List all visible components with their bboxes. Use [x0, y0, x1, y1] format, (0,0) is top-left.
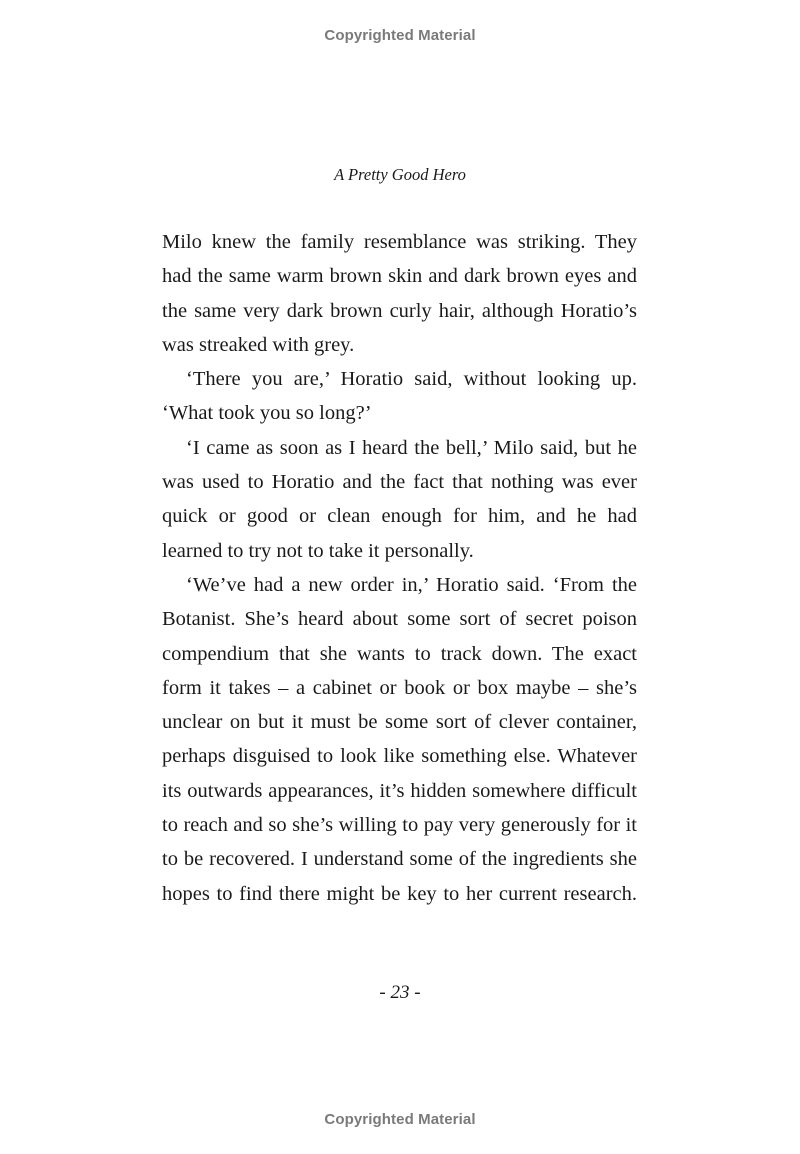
copyright-watermark-top: Copyrighted Material: [324, 27, 476, 44]
paragraph-4: ‘We’ve had a new order in,’ Horatio said. ‘From the Botanist. She’s heard about some sort of secret poison compendium that she wants to track down. The exact form it takes – a cabinet or book or box maybe – she’s unclear on but it must be some sort of clever container, perhaps disguised to look like something else. Whatever its outwards appearances, it’s hidden somewhere difficult to reach and so she’s willing to pay very generously for it to be recovered. I understand some of the ingredients she hopes to find there might be key to her current research.: [162, 573, 637, 905]
body-text: [162, 225, 637, 911]
paragraph-3: ‘I came as soon as I heard the bell,’ Milo said, but he was used to Horatio and the fact that nothing was ever quick or good or clean enough for him, and he had learned to try not to take it personally.: [162, 436, 637, 562]
running-head: A Pretty Good Hero: [334, 165, 466, 184]
paragraph-2: ‘There you are,’ Horatio said, without looking up. ‘What took you so long?’: [162, 368, 637, 425]
paragraph-1: Milo knew the family resemblance was striking. They had the same warm brown skin and dark brown eyes and the same very dark brown curly hair, although Horatio’s was streaked with grey.: [162, 231, 637, 356]
copyright-watermark-bottom: Copyrighted Material: [324, 1111, 476, 1128]
page-number: - 23 -: [379, 982, 421, 1003]
